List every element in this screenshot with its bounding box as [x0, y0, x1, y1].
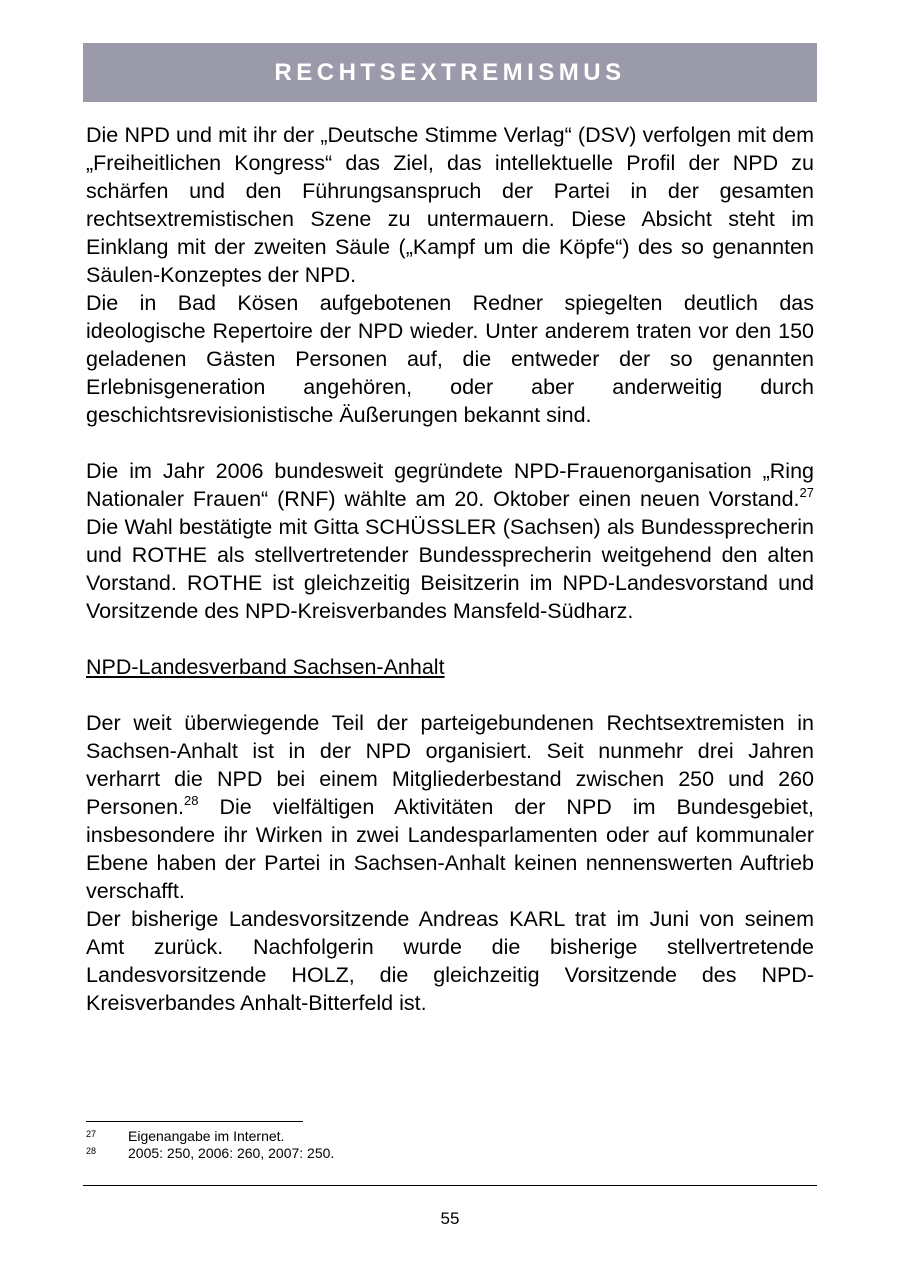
footnote-ref-27[interactable]: 27: [799, 484, 814, 500]
paragraph-2: Die in Bad Kösen aufgebotenen Redner spiegelten deutlich das ideologische Repertoire der NPD wieder. Unter anderem traten vor den 150 geladenen Gästen Personen auf, die entweder der so genannten Erlebnisgeneration angehören, oder aber anderweitig durch geschichtsrevisionistische Äußerungen bekannt sind.: [86, 291, 814, 427]
footnote-27: [86, 1128, 334, 1145]
footnote-text: Eigenangabe im Internet.: [128, 1128, 285, 1144]
footnote-divider: [86, 1121, 303, 1122]
paragraph-4: Der weit überwiegende Teil der parteigebundenen Rechtsextremisten in Sachsen-Anhalt ist in der NPD organisiert. Seit nunmehr drei Jahren verharrt die NPD bei einem Mitgliederbestand zwischen 250 und 260 Personen.$^{28}$ Die vielfältigen Aktivitäten der NPD im Bundesgebiet, insbesondere ihr Wirken in zwei Landesparlamenten oder auf kommunaler Ebene haben der Partei in Sachsen-Anhalt keinen nennenswerten Auftrieb verschafft.: [86, 711, 814, 903]
section-subheading: NPD-Landesverband Sachsen-Anhalt: [86, 655, 445, 679]
section-header-bar: [83, 43, 817, 102]
footnote-text: 2005: 250, 2006: 260, 2007: 250.: [128, 1145, 335, 1161]
footnotes: [86, 1128, 334, 1162]
paragraph-3: Die im Jahr 2006 bundesweit gegründete NPD-Frauenorganisation „Ring Nationaler Frauen“ (RNF) wählte am 20. Oktober einen neuen Vorstand.$^{27}$ Die Wahl bestätigte mit Gitta SCHÜSSLER (Sachsen) als Bundessprecherin und ROTHE als stellvertretender Bundessprecherin weitgehend den alten Vorstand. ROTHE ist gleichzeitig Beisitzerin im NPD-Landesvorstand und Vorsitzende des NPD-Kreisverbandes Mansfeld-Südharz.: [86, 459, 814, 623]
page-footer-divider: [83, 1185, 817, 1186]
page-number: 55: [440, 1209, 460, 1228]
paragraph-1: Die NPD und mit ihr der „Deutsche Stimme Verlag“ (DSV) verfolgen mit dem „Freiheitlichen Kongress“ das Ziel, das intellektuelle Profil der NPD zu schärfen und den Führungsanspruch der Partei in der gesamten rechtsextremistischen Szene zu untermauern. Diese Absicht steht im Einklang mit der zweiten Säule („Kampf um die Köpfe“) des so genannten Säulen-Konzeptes der NPD.: [86, 123, 814, 287]
footnote-number: 27: [86, 1129, 97, 1139]
paragraph-5: Der bisherige Landesvorsitzende Andreas KARL trat im Juni von seinem Amt zurück. Nachfolgerin wurde die bisherige stellvertretende Landesvorsitzende HOLZ, die gleichzeitig Vorsitzende des NPD-Kreisverbandes Anhalt-Bitterfeld ist.: [86, 907, 814, 1015]
footnote-28: [86, 1145, 334, 1162]
footnote-number: 28: [86, 1146, 97, 1156]
main-text: [86, 121, 814, 1017]
footnote-ref-28[interactable]: 28: [184, 792, 199, 808]
section-title: RECHTSEXTREMISMUS: [274, 58, 626, 86]
